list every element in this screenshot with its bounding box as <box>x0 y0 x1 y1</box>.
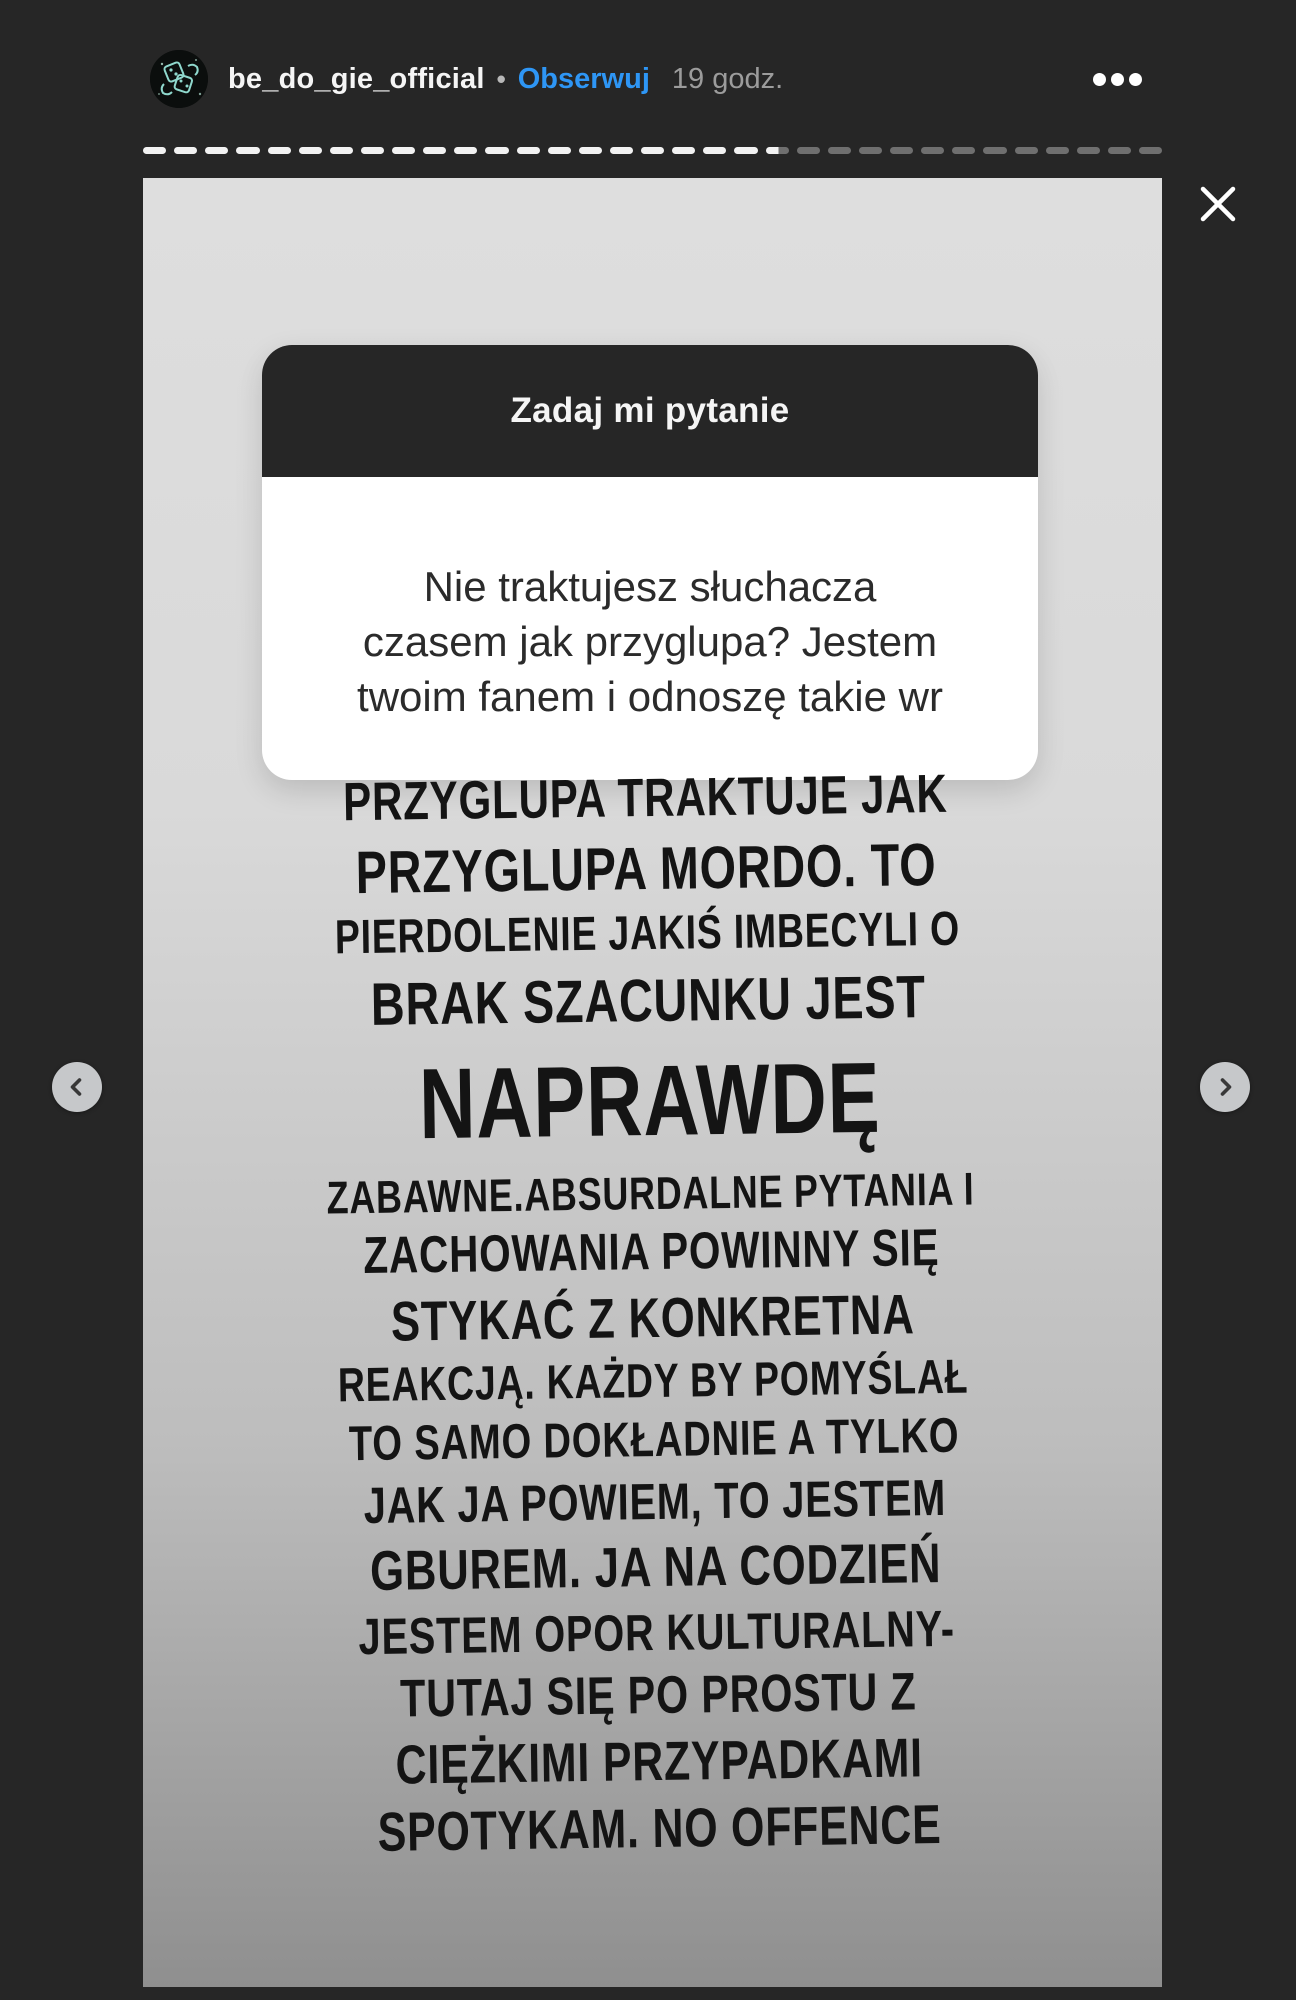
answer-line: ZACHOWANIA POWINNY SIĘ <box>363 1218 941 1285</box>
answer-text-block <box>143 759 1162 1870</box>
question-text-line: czasem jak przyglupa? Jestem <box>362 618 938 665</box>
next-story-button[interactable] <box>1200 1062 1250 1112</box>
question-sticker-body <box>262 477 1038 780</box>
progress-dash <box>423 147 446 154</box>
progress-dash <box>174 147 197 154</box>
answer-line: REAKCJĄ. KAŻDY BY POMYŚLAŁ <box>337 1350 970 1413</box>
question-sticker-title: Zadaj mi pytanie <box>510 391 790 430</box>
follow-button[interactable]: Obserwuj <box>517 62 650 95</box>
story-header <box>0 0 1296 140</box>
timestamp: 19 godz. <box>671 62 784 95</box>
progress-dash <box>828 147 851 154</box>
progress-dash <box>983 147 1006 154</box>
progress-dash <box>517 147 540 154</box>
story-content[interactable] <box>143 178 1162 1987</box>
progress-dash <box>797 147 820 154</box>
story-progress-bar <box>143 147 1162 155</box>
progress-dash <box>330 147 353 154</box>
question-text-line: Nie traktujesz słuchacza <box>423 563 877 610</box>
answer-line: BRAK SZACUNKU JEST <box>370 962 926 1038</box>
progress-dash <box>299 147 322 154</box>
progress-dash <box>921 147 944 154</box>
previous-story-button[interactable] <box>52 1062 102 1112</box>
progress-dash <box>703 147 726 154</box>
avatar-image <box>150 50 208 108</box>
answer-line: SPOTYKAM. NO OFFENCE <box>377 1793 942 1864</box>
progress-dash <box>890 147 913 154</box>
progress-dash <box>734 147 757 154</box>
answer-line: JAK JA POWIEM, TO JESTEM <box>363 1468 947 1535</box>
progress-dash <box>859 147 882 154</box>
answer-line: PRZYGLUPA TRAKTUJE JAK <box>342 763 948 833</box>
close-icon <box>1198 184 1238 224</box>
answer-line: CIĘŻKIMI PRZYPADKAMI <box>394 1726 923 1797</box>
progress-dash <box>236 147 259 154</box>
chevron-left-icon <box>65 1075 89 1099</box>
avatar[interactable] <box>150 50 208 108</box>
progress-dash <box>610 147 633 154</box>
progress-dash <box>952 147 975 154</box>
answer-line: PIERDOLENIE JAKIŚ IMBECYLI O <box>334 902 961 965</box>
answer-line: PRZYGLUPA MORDO. TO <box>355 830 938 906</box>
question-text-line: twoim fanem i odnoszę takie wr <box>357 673 943 720</box>
separator-dot: • <box>496 63 506 94</box>
answer-line: NAPRAWDĘ <box>418 1041 881 1161</box>
progress-dash <box>392 147 415 154</box>
more-options-icon <box>1129 73 1142 86</box>
close-button[interactable] <box>1188 174 1248 234</box>
progress-dash <box>1108 147 1131 154</box>
answer-line: TO SAMO DOKŁADNIE A TYLKO <box>348 1408 960 1472</box>
chevron-right-icon <box>1213 1075 1237 1099</box>
progress-dash <box>1139 147 1162 154</box>
progress-dash <box>579 147 602 154</box>
progress-dash <box>1046 147 1069 154</box>
answer-line: JESTEM OPOR KULTURALNY- <box>358 1599 956 1665</box>
more-options-icon <box>1093 73 1106 86</box>
progress-dash <box>672 147 695 154</box>
progress-dash <box>454 147 477 154</box>
progress-dash <box>641 147 664 154</box>
more-options-button[interactable] <box>1082 58 1152 100</box>
progress-dash <box>485 147 508 154</box>
progress-dash <box>1077 147 1100 154</box>
progress-dash <box>205 147 228 154</box>
answer-line: GBUREM. JA NA CODZIEŃ <box>369 1531 943 1603</box>
question-sticker-header <box>262 345 1038 477</box>
progress-dash <box>766 147 789 154</box>
answer-line: STYKAĆ Z KONKRETNA <box>390 1282 915 1353</box>
answer-line: ZABAWNE.ABSURDALNE PYTANIA I <box>326 1162 976 1224</box>
more-options-icon <box>1111 73 1124 86</box>
progress-dash <box>548 147 571 154</box>
username[interactable]: be_do_gie_official <box>228 62 485 95</box>
progress-dash <box>1015 147 1038 154</box>
answer-line: TUTAJ SIĘ PO PROSTU Z <box>399 1662 917 1729</box>
progress-dash <box>361 147 384 154</box>
question-sticker[interactable] <box>262 345 1038 780</box>
progress-dash <box>143 147 166 154</box>
progress-dash <box>268 147 291 154</box>
